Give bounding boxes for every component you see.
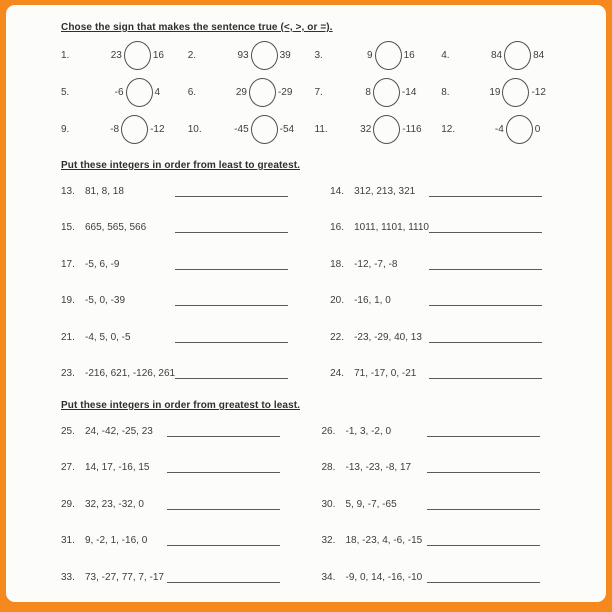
- problem-values: -216, 621, -126, 261: [85, 368, 176, 380]
- problem-values: -23, -29, 40, 13: [354, 331, 422, 343]
- problem-values: 32, 23, -32, 0: [85, 498, 144, 510]
- compare-problem: [315, 74, 442, 111]
- problem-number: 14.: [330, 185, 344, 197]
- problem-number: 4.: [441, 50, 450, 61]
- ascending-problems-grid: [61, 173, 568, 392]
- answer-blank-line[interactable]: [167, 499, 280, 510]
- problem-number: 28.: [321, 462, 336, 474]
- compare-problem: [441, 111, 568, 148]
- problem-number: 32.: [321, 535, 336, 547]
- right-operand: -12: [531, 87, 546, 98]
- problem-values: -9, 0, 14, -16, -10: [345, 571, 423, 583]
- problem-values: 24, -42, -25, 23: [85, 425, 153, 437]
- problem-values: 9, -2, 1, -16, 0: [85, 535, 148, 547]
- problem-values: 73, -27, 77, 7, -17: [85, 571, 164, 583]
- answer-blank-line[interactable]: [175, 222, 288, 233]
- problem-number: 23.: [61, 368, 75, 380]
- problem-values: 1011, 1101, 1110: [354, 222, 429, 234]
- problem-number: 16.: [330, 222, 344, 234]
- order-problem: [322, 486, 569, 523]
- answer-blank-line[interactable]: [167, 535, 280, 546]
- order-problem: [61, 523, 308, 560]
- problem-number: 2.: [187, 50, 197, 61]
- left-operand: 84: [491, 50, 503, 61]
- right-operand: 16: [403, 50, 415, 61]
- answer-circle[interactable]: [121, 115, 148, 144]
- answer-circle[interactable]: [251, 115, 278, 144]
- problem-values: -5, 0, -39: [85, 295, 126, 307]
- problem-number: 22.: [330, 331, 344, 343]
- problem-values: -12, -7, -8: [354, 258, 398, 270]
- answer-circle[interactable]: [375, 41, 402, 70]
- compare-problem: [441, 37, 568, 74]
- problem-number: 15.: [61, 222, 75, 234]
- left-operand: 93: [237, 50, 249, 61]
- problem-number: 25.: [61, 425, 75, 437]
- problem-number: 6.: [187, 87, 197, 98]
- order-problem: [330, 356, 570, 393]
- answer-blank-line[interactable]: [429, 295, 542, 306]
- problem-number: 26.: [321, 425, 336, 437]
- answer-blank-line[interactable]: [427, 499, 540, 510]
- answer-blank-line[interactable]: [427, 572, 540, 583]
- answer-blank-line[interactable]: [427, 462, 540, 473]
- problem-number: 10.: [187, 124, 202, 135]
- problem-number: 30.: [321, 498, 336, 510]
- left-operand: -4: [494, 124, 504, 135]
- problem-values: 5, 9, -7, -65: [345, 498, 397, 510]
- answer-circle[interactable]: [373, 78, 400, 107]
- left-operand: 8: [365, 87, 371, 98]
- problem-values: -4, 5, 0, -5: [85, 331, 131, 343]
- problem-values: 18, -23, 4, -6, -15: [345, 535, 423, 547]
- problem-number: 1.: [61, 50, 70, 61]
- compare-problems-grid: [61, 37, 568, 148]
- compare-problem: [61, 37, 188, 74]
- left-operand: -45: [234, 124, 249, 135]
- right-operand: 84: [533, 50, 545, 61]
- order-problem: [322, 559, 569, 596]
- right-operand: 4: [154, 87, 161, 98]
- order-problem: [61, 246, 316, 283]
- compare-problem: [188, 111, 315, 148]
- left-operand: 32: [360, 124, 372, 135]
- order-problem: [61, 173, 316, 210]
- problem-number: 29.: [61, 498, 75, 510]
- answer-circle[interactable]: [506, 115, 533, 144]
- answer-blank-line[interactable]: [427, 535, 540, 546]
- order-problem: [330, 173, 570, 210]
- compare-problem: [188, 37, 315, 74]
- order-problem: [330, 246, 570, 283]
- compare-problem: [61, 111, 188, 148]
- answer-blank-line[interactable]: [427, 426, 540, 437]
- problem-number: 18.: [330, 258, 344, 270]
- answer-blank-line[interactable]: [429, 222, 542, 233]
- problem-number: 20.: [330, 295, 344, 307]
- problem-number: 17.: [61, 258, 75, 270]
- problem-number: 13.: [61, 185, 75, 197]
- right-operand: -29: [277, 87, 293, 98]
- order-problem: [61, 210, 316, 247]
- compare-problem: [441, 74, 568, 111]
- problem-values: 312, 213, 321: [354, 185, 416, 197]
- problem-values: -1, 3, -2, 0: [345, 425, 392, 437]
- answer-circle[interactable]: [502, 78, 529, 107]
- answer-blank-line[interactable]: [167, 426, 280, 437]
- order-problem: [322, 413, 569, 450]
- problem-number: 3.: [314, 50, 323, 61]
- right-operand: 39: [279, 50, 291, 61]
- problem-number: 7.: [314, 87, 323, 98]
- answer-circle[interactable]: [373, 115, 400, 144]
- problem-values: 14, 17, -16, 15: [85, 462, 150, 474]
- answer-blank-line[interactable]: [429, 332, 542, 343]
- problem-number: 31.: [61, 535, 75, 547]
- problem-number: 8.: [441, 87, 450, 98]
- order-problem: [330, 283, 570, 320]
- problem-number: 19.: [61, 295, 75, 307]
- answer-circle[interactable]: [251, 41, 278, 70]
- order-problem: [322, 450, 569, 487]
- left-operand: 29: [235, 87, 247, 98]
- order-problem: [61, 356, 316, 393]
- section-title-compare: Chose the sign that makes the sentence true (<, >, or =).: [61, 22, 333, 33]
- right-operand: 0: [534, 124, 541, 135]
- problem-number: 24.: [330, 368, 344, 380]
- answer-circle[interactable]: [504, 41, 531, 70]
- right-operand: -116: [402, 124, 422, 135]
- order-problem: [330, 210, 570, 247]
- problem-number: 12.: [441, 124, 456, 135]
- answer-circle[interactable]: [249, 78, 276, 107]
- compare-problem: [188, 74, 315, 111]
- problem-number: 9.: [61, 124, 70, 135]
- order-problem: [322, 523, 569, 560]
- left-operand: 9: [367, 50, 373, 61]
- order-problem: [61, 559, 308, 596]
- problem-number: 33.: [61, 571, 75, 583]
- answer-blank-line[interactable]: [175, 186, 288, 197]
- order-problem: [61, 283, 316, 320]
- answer-circle[interactable]: [124, 41, 151, 70]
- answer-blank-line[interactable]: [175, 259, 288, 270]
- descending-problems-grid: [61, 413, 568, 596]
- answer-blank-line[interactable]: [429, 259, 542, 270]
- problem-number: 27.: [61, 462, 75, 474]
- section-title-ascending: Put these integers in order from least to greatest.: [61, 160, 301, 171]
- left-operand: 23: [110, 50, 122, 61]
- problem-number: 34.: [321, 571, 336, 583]
- problem-number: 11.: [314, 124, 328, 135]
- right-operand: 16: [152, 50, 164, 61]
- answer-blank-line[interactable]: [175, 368, 288, 379]
- order-problem: [61, 486, 308, 523]
- answer-blank-line[interactable]: [175, 295, 288, 306]
- problem-values: -16, 1, 0: [354, 295, 391, 307]
- order-problem: [61, 413, 308, 450]
- problem-values: 71, -17, 0, -21: [354, 368, 417, 380]
- answer-blank-line[interactable]: [429, 186, 542, 197]
- right-operand: -54: [279, 124, 295, 135]
- left-operand: 19: [489, 87, 501, 98]
- answer-circle[interactable]: [126, 78, 153, 107]
- problem-values: 81, 8, 18: [85, 185, 124, 197]
- left-operand: -6: [114, 87, 124, 98]
- section-title-descending: Put these integers in order from greatest to least.: [61, 400, 301, 411]
- compare-problem: [315, 37, 442, 74]
- answer-blank-line[interactable]: [167, 572, 280, 583]
- order-problem: [330, 319, 570, 356]
- problem-values: -13, -23, -8, 17: [345, 462, 412, 474]
- order-problem: [61, 319, 316, 356]
- order-problem: [61, 450, 308, 487]
- problem-number: 5.: [61, 87, 70, 98]
- problem-values: 665, 565, 566: [85, 222, 147, 234]
- right-operand: -12: [150, 124, 165, 135]
- problem-values: -5, 6, -9: [85, 258, 120, 270]
- answer-blank-line[interactable]: [429, 368, 542, 379]
- answer-blank-line[interactable]: [167, 462, 280, 473]
- left-operand: -8: [110, 124, 120, 135]
- compare-problem: [315, 111, 442, 148]
- right-operand: -14: [401, 87, 417, 98]
- worksheet-page: [6, 5, 606, 602]
- answer-blank-line[interactable]: [175, 332, 288, 343]
- compare-problem: [61, 74, 188, 111]
- problem-number: 21.: [61, 331, 75, 343]
